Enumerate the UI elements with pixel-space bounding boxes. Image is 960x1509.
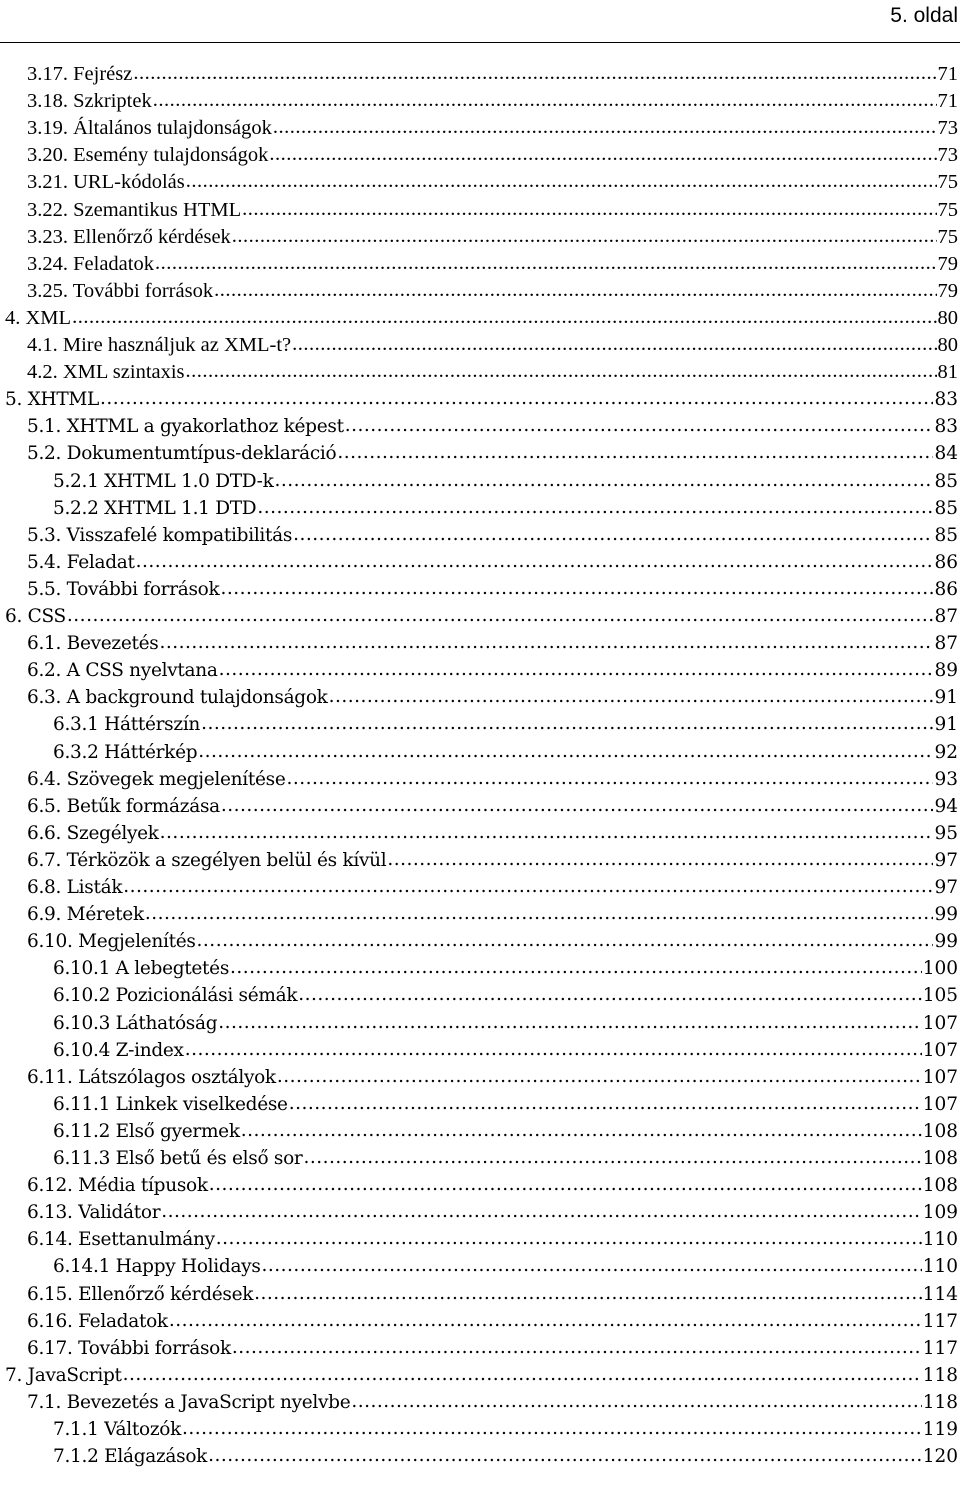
toc-entry-page: 114	[922, 1283, 958, 1305]
toc-entry-page: 85	[934, 524, 958, 546]
toc-entry-title: 5.2. Dokumentumtípus-deklaráció	[27, 443, 337, 465]
toc-entry-title: 3.23. Ellenőrző kérdések	[27, 225, 231, 248]
toc-entry-page: 118	[922, 1391, 958, 1413]
toc-entry[interactable]	[0, 603, 960, 630]
toc-entry[interactable]	[0, 1253, 960, 1280]
dot-leader	[277, 1063, 922, 1090]
toc-entry-page: 85	[934, 470, 958, 492]
toc-entry-title: 5.4. Feladat	[27, 551, 135, 573]
toc-entry[interactable]	[0, 711, 960, 738]
dot-leader	[198, 738, 933, 765]
toc-entry-page: 99	[934, 931, 958, 953]
toc-entry[interactable]	[0, 793, 960, 820]
toc-entry[interactable]	[0, 1199, 960, 1226]
toc-entry-title: 5.5. További források	[27, 578, 220, 600]
toc-entry[interactable]	[0, 1064, 960, 1091]
toc-entry[interactable]	[0, 1037, 960, 1064]
toc-entry-page: 87	[934, 633, 958, 655]
toc-entry-title: 6.3.1 Háttérszín	[53, 714, 201, 736]
toc-entry[interactable]	[0, 847, 960, 874]
dot-leader	[257, 494, 933, 521]
toc-entry[interactable]	[0, 576, 960, 603]
toc-entry[interactable]	[0, 359, 960, 386]
toc-entry-title: 6.12. Média típusok	[27, 1175, 208, 1197]
dot-leader	[292, 331, 936, 358]
dot-leader	[197, 927, 934, 954]
toc-entry-page: 94	[934, 795, 958, 817]
toc-entry-title: 6.10. Megjelenítés	[27, 931, 196, 953]
toc-entry-page: 73	[937, 144, 958, 167]
page-header	[0, 0, 960, 43]
dot-leader	[219, 656, 934, 683]
toc-entry[interactable]	[0, 1172, 960, 1199]
toc-entry-page: 79	[937, 252, 958, 275]
dot-leader	[220, 575, 933, 602]
toc-entry[interactable]	[0, 522, 960, 549]
toc-entry-page: 73	[937, 117, 958, 140]
toc-entry-title: 6.11.1 Linkek viselkedése	[53, 1093, 288, 1115]
toc-entry-page: 110	[922, 1229, 958, 1251]
toc-entry-title: 5.1. XHTML a gyakorlathoz képest	[27, 416, 344, 438]
toc-entry-title: 7. JavaScript	[5, 1364, 122, 1386]
dot-leader	[298, 981, 921, 1008]
toc-entry-page: 71	[937, 90, 958, 113]
toc-entry[interactable]	[0, 88, 960, 115]
toc-entry[interactable]	[0, 684, 960, 711]
toc-entry[interactable]	[0, 61, 960, 88]
toc-entry-title: 3.19. Általános tulajdonságok	[27, 117, 272, 140]
toc-entry[interactable]	[0, 305, 960, 332]
toc-entry-title: 6.3.2 Háttérkép	[53, 741, 198, 763]
dot-leader	[208, 1442, 922, 1469]
toc-entry-title: 4.2. XML szintaxis	[27, 361, 185, 384]
toc-entry-title: 6.11.2 Első gyermek	[53, 1120, 240, 1142]
toc-entry-page: 117	[922, 1337, 958, 1359]
toc-entry-title: 6.11.3 Első betű és első sor	[53, 1148, 303, 1169]
toc-entry-page: 83	[934, 389, 958, 411]
toc-entry-page: 80	[937, 306, 958, 329]
toc-entry[interactable]	[0, 142, 960, 169]
dot-leader	[186, 358, 937, 385]
toc-entry[interactable]	[0, 1389, 960, 1416]
dot-leader	[329, 683, 934, 710]
toc-entry-page: 95	[934, 822, 958, 844]
toc-entry[interactable]	[0, 1416, 960, 1443]
toc-entry-title: 5. XHTML	[5, 389, 100, 411]
toc-entry-page: 107	[922, 1066, 958, 1088]
toc-entry[interactable]	[0, 739, 960, 766]
toc-entry[interactable]	[0, 1226, 960, 1253]
toc-entry-page: 91	[934, 687, 958, 709]
toc-entry-page: 105	[922, 985, 958, 1007]
toc-entry-page: 84	[934, 443, 958, 465]
toc-entry-title: 4.1. Mire használjuk az XML-t?	[27, 334, 292, 356]
dot-leader	[214, 277, 936, 304]
dot-leader	[232, 223, 937, 250]
toc-entry[interactable]	[0, 549, 960, 576]
toc-entry-page: 107	[922, 1039, 958, 1061]
toc-entry[interactable]	[0, 1091, 960, 1118]
toc-entry-title: 5.3. Visszafelé kompatibilitás	[27, 524, 293, 546]
dot-leader	[345, 412, 934, 439]
dot-leader	[161, 1198, 921, 1225]
toc-entry[interactable]	[0, 928, 960, 955]
page-number: 5. oldal	[890, 4, 958, 27]
dot-leader	[221, 792, 934, 819]
toc-entry-page: 81	[937, 361, 958, 384]
toc-entry-title: 3.25. További források	[27, 279, 214, 302]
toc-entry-page: 118	[922, 1364, 958, 1386]
toc-entry-title: 6.5. Betűk formázása	[27, 795, 220, 817]
toc-entry-title: 6.1. Bevezetés	[27, 633, 159, 655]
dot-leader	[337, 439, 933, 466]
toc-entry-title: 6.10.3 Láthatóság	[53, 1012, 218, 1034]
toc-entry[interactable]	[0, 982, 960, 1009]
toc-entry-title: 6.4. Szövegek megjelenítése	[27, 768, 286, 790]
toc-entry-title: 3.18. Szkriptek	[27, 90, 152, 113]
dot-leader	[185, 1036, 922, 1063]
toc-entry-title: 3.24. Feladatok	[27, 252, 154, 275]
dot-leader	[273, 114, 937, 141]
toc-entry-title: 6.6. Szegélyek	[27, 822, 159, 844]
dot-leader	[351, 1388, 921, 1415]
toc-entry-page: 75	[937, 198, 958, 221]
dot-leader	[216, 1225, 922, 1252]
toc-entry-page: 75	[937, 225, 958, 248]
toc-entry[interactable]	[0, 1145, 960, 1172]
toc-entry-page: 97	[934, 877, 958, 898]
dot-leader	[123, 1361, 922, 1388]
toc-entry[interactable]	[0, 1308, 960, 1335]
toc-entry-title: 6.10.2 Pozicionálási sémák	[53, 985, 298, 1007]
toc-entry[interactable]	[0, 901, 960, 928]
toc-entry[interactable]	[0, 169, 960, 196]
toc-entry-title: 6.15. Ellenőrző kérdések	[27, 1283, 254, 1305]
toc-entry-page: 109	[922, 1202, 958, 1224]
toc-entry-title: 6.16. Feladatok	[27, 1310, 168, 1332]
toc-entry[interactable]	[0, 1335, 960, 1362]
toc-entry[interactable]	[0, 224, 960, 251]
toc-entry-title: 6.9. Méretek	[27, 904, 144, 926]
toc-entry-page: 108	[922, 1120, 958, 1142]
toc-entry-page: 108	[922, 1175, 958, 1197]
dot-leader	[387, 846, 933, 873]
toc-entry-page: 80	[937, 334, 958, 356]
toc-entry-title: 6.11. Látszólagos osztályok	[27, 1066, 276, 1088]
toc-entry-title: 6.3. A background tulajdonságok	[27, 687, 328, 709]
dot-leader	[242, 196, 936, 223]
toc-entry[interactable]	[0, 1281, 960, 1308]
toc-entry-title: 6.10.4 Z-index	[53, 1039, 184, 1061]
dot-leader	[209, 1171, 922, 1198]
dot-leader	[286, 765, 933, 792]
toc-entry-page: 117	[922, 1310, 958, 1332]
dot-leader	[232, 1334, 922, 1361]
toc-entry[interactable]	[0, 278, 960, 305]
dot-leader	[241, 1117, 922, 1144]
toc-entry-page: 87	[934, 606, 958, 627]
toc-entry-page: 86	[934, 551, 958, 573]
toc-entry-title: 5.2.1 XHTML 1.0 DTD-k	[53, 470, 274, 492]
toc-entry-title: 4. XML	[5, 306, 72, 329]
toc-entry[interactable]	[0, 1443, 960, 1470]
toc-entry[interactable]	[0, 1118, 960, 1145]
dot-leader	[145, 900, 934, 927]
dot-leader	[230, 954, 922, 981]
toc-entry-title: 6.8. Listák	[27, 877, 123, 898]
toc-entry[interactable]	[0, 955, 960, 982]
toc-entry-page: 85	[934, 497, 958, 519]
dot-leader	[133, 60, 936, 87]
toc-entry[interactable]	[0, 440, 960, 467]
dot-leader	[169, 1307, 922, 1334]
toc-entry-page: 92	[934, 741, 958, 763]
dot-leader	[153, 87, 937, 114]
toc-entry-page: 108	[922, 1148, 958, 1169]
toc-entry[interactable]	[0, 413, 960, 440]
toc-entry-page: 107	[922, 1093, 958, 1115]
dot-leader	[160, 629, 934, 656]
toc-entry-title: 6.17. További források	[27, 1337, 231, 1359]
toc-entry-page: 97	[934, 849, 958, 871]
toc-entry[interactable]	[0, 251, 960, 278]
toc-entry-title: 6.14.1 Happy Holidays	[53, 1256, 261, 1278]
dot-leader	[160, 819, 934, 846]
toc-entry[interactable]	[0, 115, 960, 142]
toc-entry-title: 6.10.1 A lebegtetés	[53, 958, 230, 980]
toc-entry[interactable]	[0, 197, 960, 224]
dot-leader	[262, 1252, 922, 1279]
toc-entry[interactable]	[0, 820, 960, 847]
toc-entry[interactable]	[0, 1010, 960, 1037]
dot-leader	[182, 1415, 922, 1442]
dot-leader	[269, 141, 936, 168]
dot-leader	[289, 1090, 922, 1117]
toc-entry[interactable]	[0, 332, 960, 359]
toc-entry-page: 86	[934, 578, 958, 600]
toc-entry-page: 75	[937, 171, 958, 194]
dot-leader	[254, 1280, 922, 1307]
toc-entry-page: 83	[934, 416, 958, 438]
dot-leader	[136, 548, 934, 575]
toc-entry[interactable]	[0, 766, 960, 793]
toc-entry[interactable]	[0, 1362, 960, 1389]
toc-entry-title: 3.22. Szemantikus HTML	[27, 198, 242, 221]
dot-leader	[201, 710, 933, 737]
toc-entry[interactable]	[0, 495, 960, 522]
toc-entry-title: 6. CSS	[5, 606, 66, 627]
toc-entry-page: 79	[937, 279, 958, 302]
toc-entry-title: 3.20. Esemény tulajdonságok	[27, 144, 269, 167]
toc-entry-page: 120	[922, 1446, 958, 1468]
dot-leader	[275, 467, 934, 494]
dot-leader	[293, 521, 933, 548]
toc-entry-title: 6.14. Esettanulmány	[27, 1229, 215, 1251]
dot-leader	[218, 1009, 921, 1036]
toc-entry-title: 6.2. A CSS nyelvtana	[27, 660, 218, 682]
toc-entry[interactable]	[0, 657, 960, 684]
dot-leader	[303, 1144, 921, 1171]
toc-entry-title: 6.13. Validátor	[27, 1202, 161, 1224]
toc-entry-page: 71	[937, 63, 958, 85]
toc-entry-page: 110	[922, 1256, 958, 1278]
dot-leader	[100, 385, 933, 412]
toc-entry-page: 93	[934, 768, 958, 790]
toc-entry-page: 91	[934, 714, 958, 736]
toc-entry[interactable]	[0, 630, 960, 657]
toc-entry[interactable]	[0, 386, 960, 413]
toc-entry-page: 100	[922, 958, 958, 980]
toc-entry-page: 107	[922, 1012, 958, 1034]
toc-entry-page: 89	[934, 660, 958, 682]
toc-entry-page: 99	[934, 904, 958, 926]
dot-leader	[155, 250, 937, 277]
toc-entry-title: 7.1.1 Változók	[53, 1419, 182, 1440]
toc-entry-title: 5.2.2 XHTML 1.1 DTD	[53, 497, 257, 519]
toc-entry-page: 119	[922, 1419, 958, 1440]
toc-entry-title: 7.1. Bevezetés a JavaScript nyelvbe	[27, 1391, 351, 1413]
toc-entry-title: 3.21. URL-kódolás	[27, 171, 185, 194]
dot-leader	[186, 168, 937, 195]
dot-leader	[67, 602, 934, 629]
toc-entry[interactable]	[0, 468, 960, 495]
dot-leader	[72, 304, 936, 331]
dot-leader	[123, 873, 933, 900]
toc-entry[interactable]	[0, 874, 960, 901]
toc-entry-title: 6.7. Térközök a szegélyen belül és kívül	[27, 849, 387, 871]
toc-entry-title: 3.17. Fejrész	[27, 63, 133, 85]
toc-entry-title: 7.1.2 Elágazások	[53, 1446, 208, 1468]
